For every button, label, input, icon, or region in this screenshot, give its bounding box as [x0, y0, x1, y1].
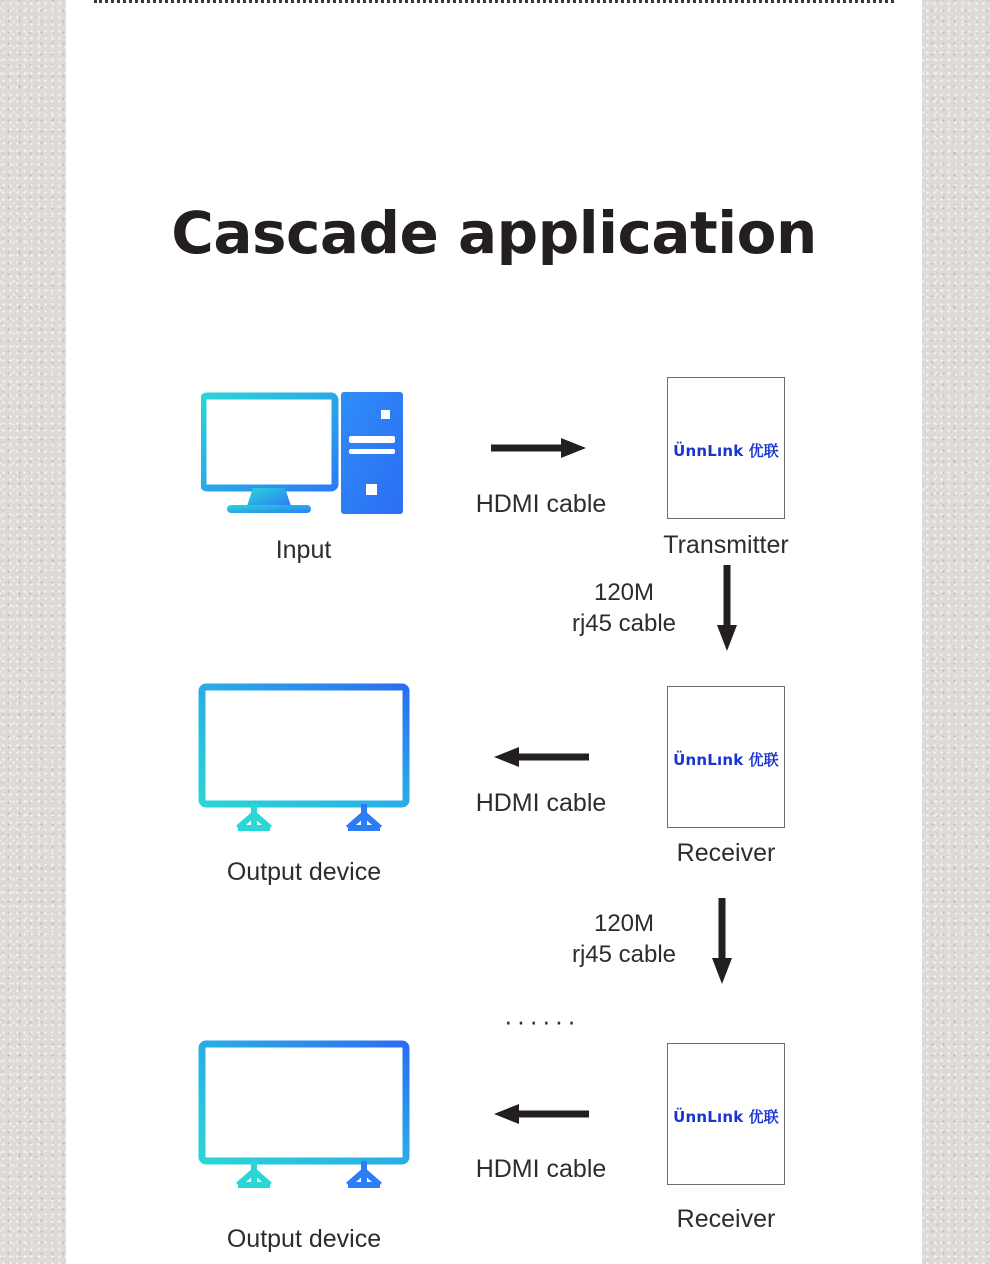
transmitter-box-icon — [667, 377, 785, 519]
rj45-2-line2: rj45 cable — [571, 941, 677, 968]
receiver-box-icon-2 — [667, 1043, 785, 1185]
brand-name: ÜnnLınk — [673, 1108, 744, 1126]
monitor-icon-2 — [198, 1040, 410, 1188]
rj45-arrow-2 — [711, 898, 733, 986]
cascade-ellipsis: ······ — [504, 1006, 580, 1036]
brand-name: ÜnnLınk — [673, 442, 744, 460]
receiver-box-icon-1 — [667, 686, 785, 828]
node-label-output-device-1: Output device — [226, 858, 382, 886]
connection-label-hdmi-3: HDMI cable — [475, 1155, 607, 1183]
hdmi-arrow-1 — [491, 437, 591, 459]
node-label-receiver-2: Receiver — [676, 1205, 776, 1233]
connection-label-rj45-1 — [544, 577, 704, 639]
rj45-2-line1: 120M — [593, 910, 655, 937]
brand-logo — [668, 749, 784, 770]
rj45-1-line1: 120M — [593, 579, 655, 606]
brand-logo — [668, 440, 784, 461]
hdmi-arrow-3 — [491, 1103, 591, 1125]
brand-name: ÜnnLınk — [673, 751, 744, 769]
brand-name-cn: 优联 — [748, 1108, 779, 1126]
node-label-transmitter: Transmitter — [663, 531, 789, 559]
node-label-output-device-2: Output device — [226, 1225, 382, 1253]
brand-logo — [668, 1106, 784, 1127]
brand-name-cn: 优联 — [748, 442, 779, 460]
desktop-computer-icon — [201, 392, 406, 517]
rj45-1-line2: rj45 cable — [571, 610, 677, 637]
page-title: Cascade application — [171, 198, 817, 267]
connection-label-hdmi-1: HDMI cable — [475, 490, 607, 518]
node-label-input: Input — [275, 536, 332, 564]
brand-name-cn: 优联 — [748, 751, 779, 769]
monitor-icon-1 — [198, 683, 410, 831]
connection-label-hdmi-2: HDMI cable — [475, 789, 607, 817]
page-canvas — [66, 0, 922, 1264]
connection-label-rj45-2 — [544, 908, 704, 970]
rj45-arrow-1 — [716, 565, 738, 653]
dotted-divider — [94, 0, 894, 9]
hdmi-arrow-2 — [491, 746, 591, 768]
node-label-receiver-1: Receiver — [676, 839, 776, 867]
